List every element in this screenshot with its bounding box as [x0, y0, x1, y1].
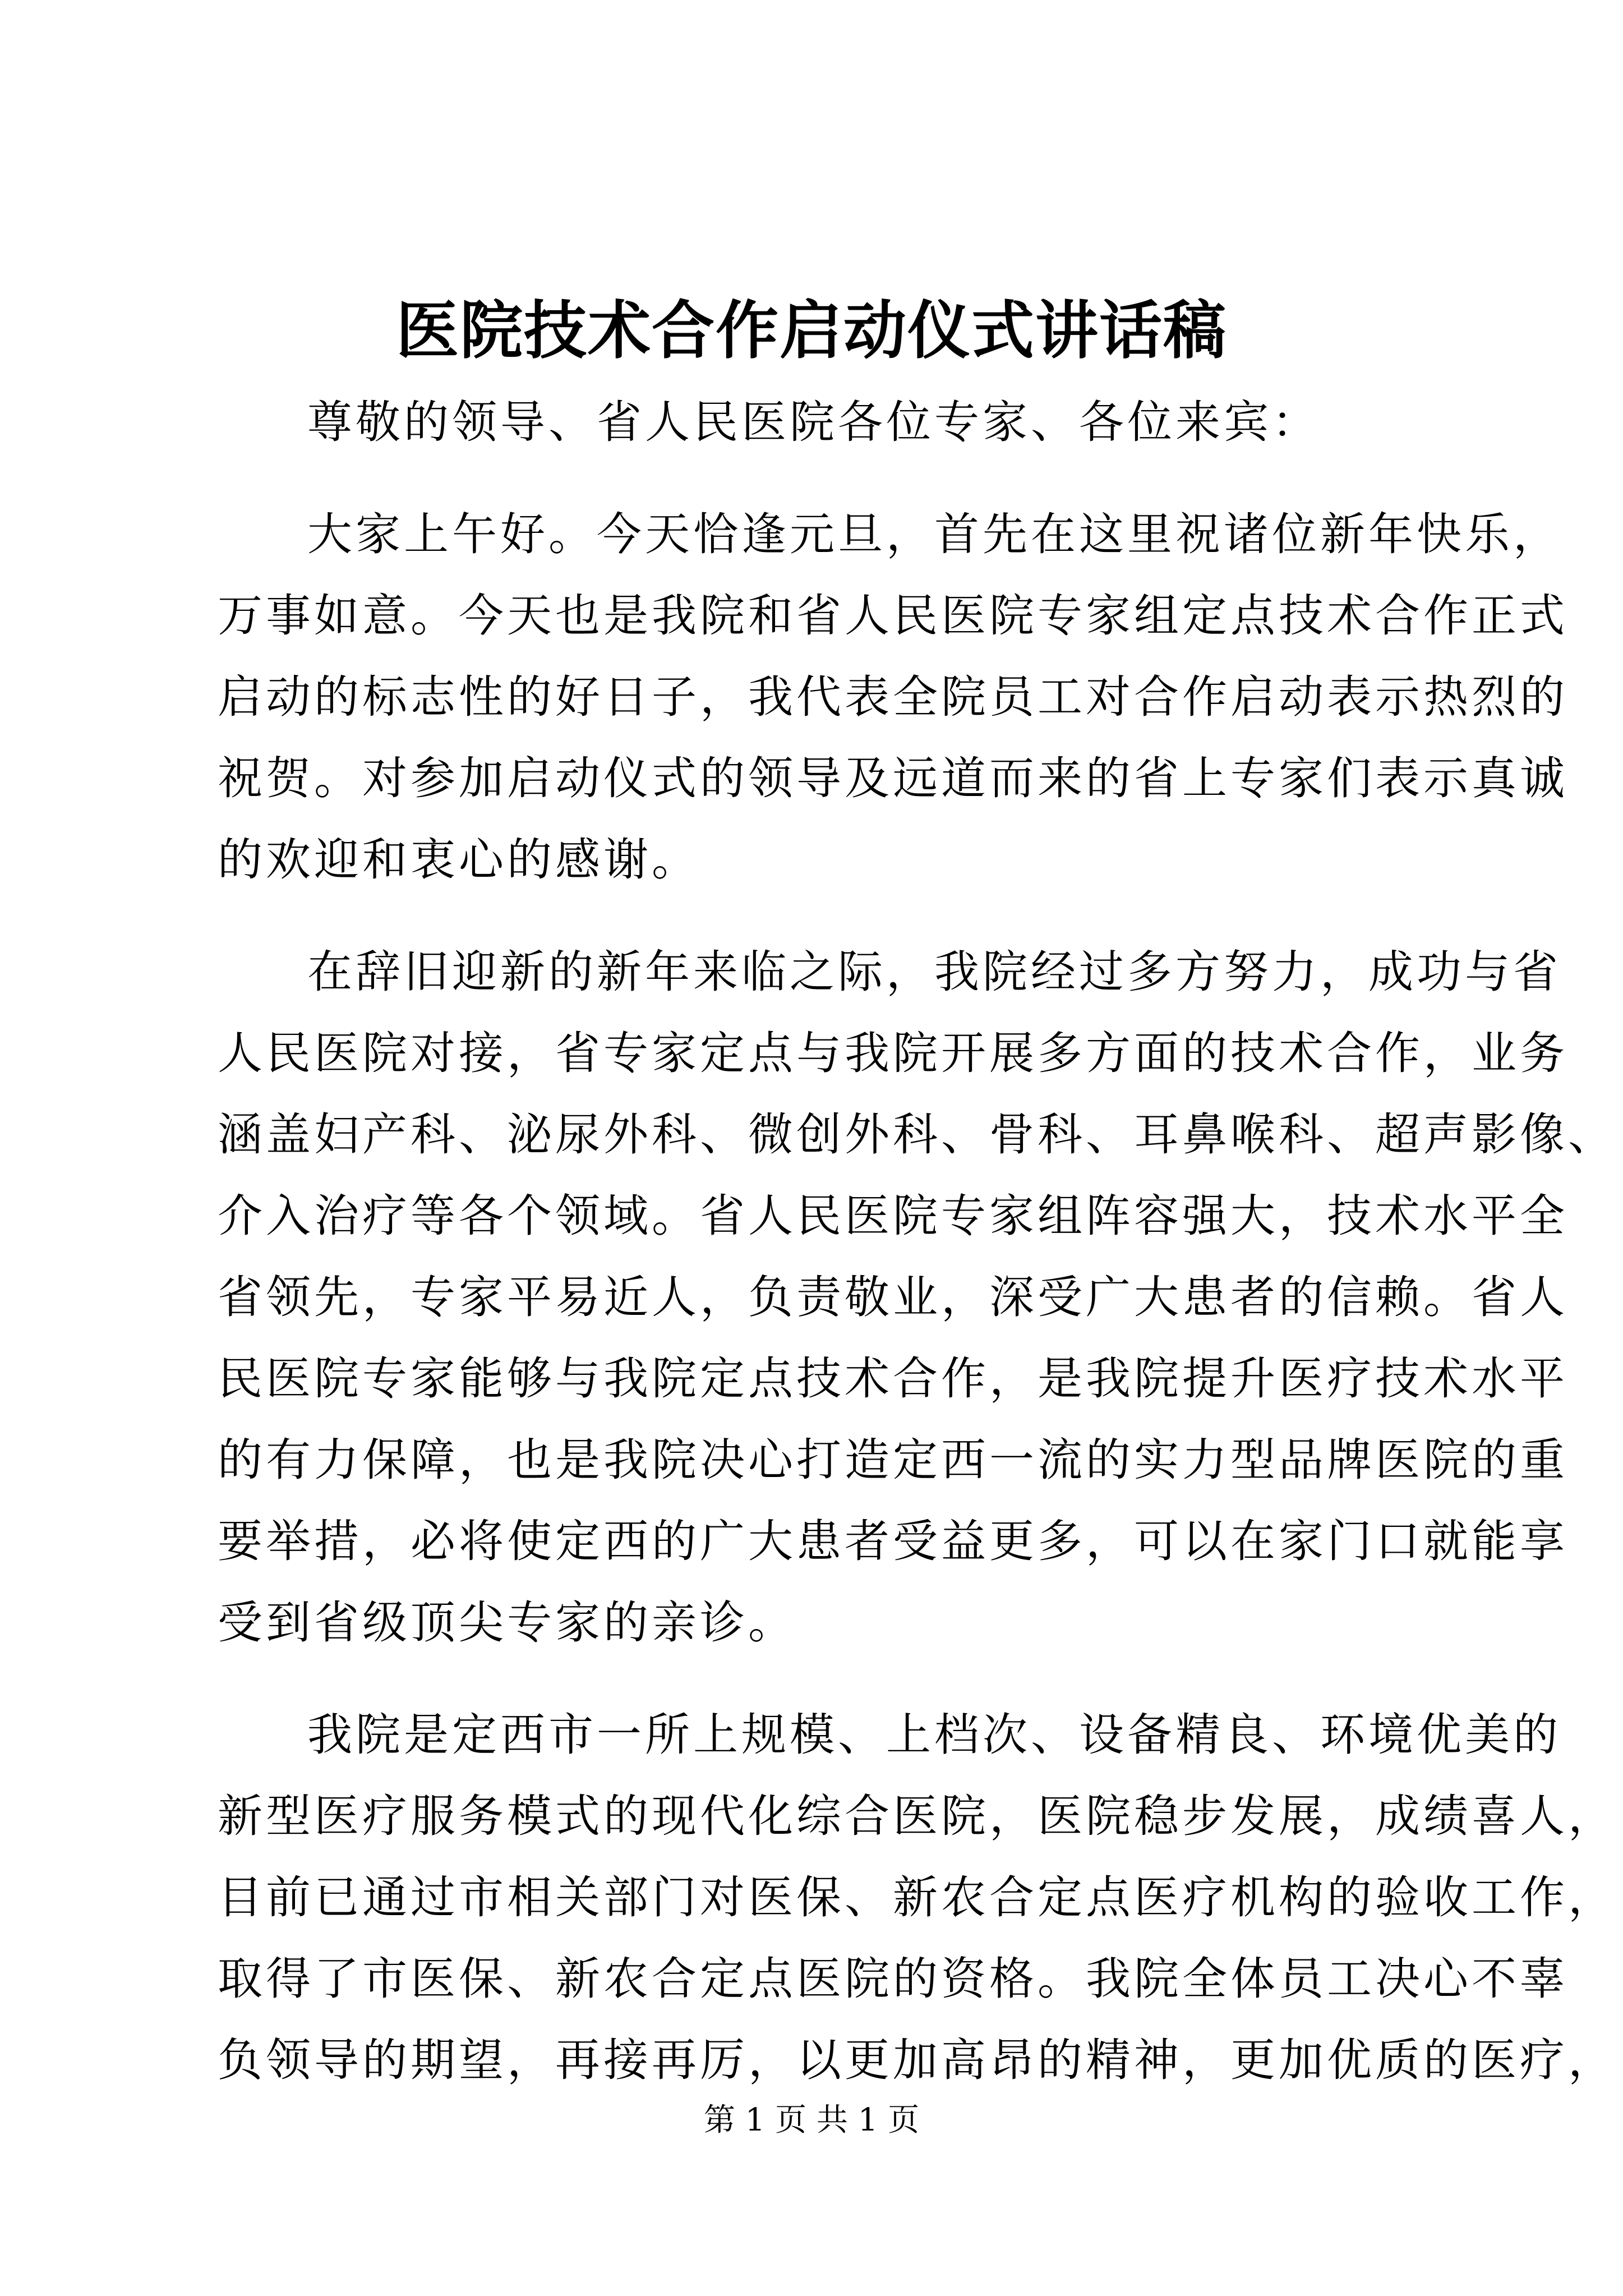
paragraph-2-line-5: 省领先，专家平易近人，负责敬业，深受广大患者的信赖。省人 [218, 1271, 1568, 1323]
paragraph-2-line-8: 要举措，必将使定西的广大患者受益更多，可以在家门口就能享 [218, 1515, 1568, 1567]
salutation-line: 尊敬的领导、省人民医院各位专家、各位来宾： [307, 396, 1320, 448]
document-title: 医院技术合作启动仪式讲话稿 [396, 294, 1227, 367]
paragraph-3-line-1: 我院是定西市一所上规模、上档次、设备精良、环境优美的 [307, 1709, 1561, 1761]
paragraph-3-line-5: 负领导的期望，再接再厉，以更加高昂的精神，更加优质的医疗， [218, 2034, 1616, 2086]
page-footer: 第 1 页 共 1 页 [703, 2102, 920, 2138]
paragraph-1-line-1: 大家上午好。今天恰逢元旦，首先在这里祝诸位新年快乐， [307, 508, 1561, 560]
paragraph-2-line-4: 介入治疗等各个领域。省人民医院专家组阵容强大，技术水平全 [218, 1190, 1568, 1242]
paragraph-2-line-3: 涵盖妇产科、泌尿外科、微创外科、骨科、耳鼻喉科、超声影像、 [218, 1108, 1616, 1161]
paragraph-3-line-2: 新型医疗服务模式的现代化综合医院，医院稳步发展，成绩喜人， [218, 1790, 1616, 1842]
paragraph-3-line-3: 目前已通过市相关部门对医保、新农合定点医疗机构的验收工作， [218, 1871, 1616, 1924]
paragraph-3-line-4: 取得了市医保、新农合定点医院的资格。我院全体员工决心不辜 [218, 1953, 1568, 2005]
paragraph-1-line-5: 的欢迎和衷心的感谢。 [218, 834, 700, 886]
paragraph-1-line-4: 祝贺。对参加启动仪式的领导及远道而来的省上专家们表示真诚 [218, 752, 1568, 804]
paragraph-2-line-6: 民医院专家能够与我院定点技术合作，是我院提升医疗技术水平 [218, 1352, 1568, 1405]
paragraph-1-line-2: 万事如意。今天也是我院和省人民医院专家组定点技术合作正式 [218, 590, 1568, 642]
paragraph-1-line-3: 启动的标志性的好日子，我代表全院员工对合作启动表示热烈的 [218, 671, 1568, 723]
paragraph-2-line-2: 人民医院对接，省专家定点与我院开展多方面的技术合作，业务 [218, 1027, 1568, 1079]
document-body [218, 381, 1616, 2101]
paragraph-2-line-1: 在辞旧迎新的新年来临之际，我院经过多方努力，成功与省 [307, 946, 1561, 998]
paragraph-2-line-7: 的有力保障，也是我院决心打造定西一流的实力型品牌医院的重 [218, 1434, 1568, 1486]
paragraph-2-line-9: 受到省级顶尖专家的亲诊。 [218, 1596, 796, 1649]
